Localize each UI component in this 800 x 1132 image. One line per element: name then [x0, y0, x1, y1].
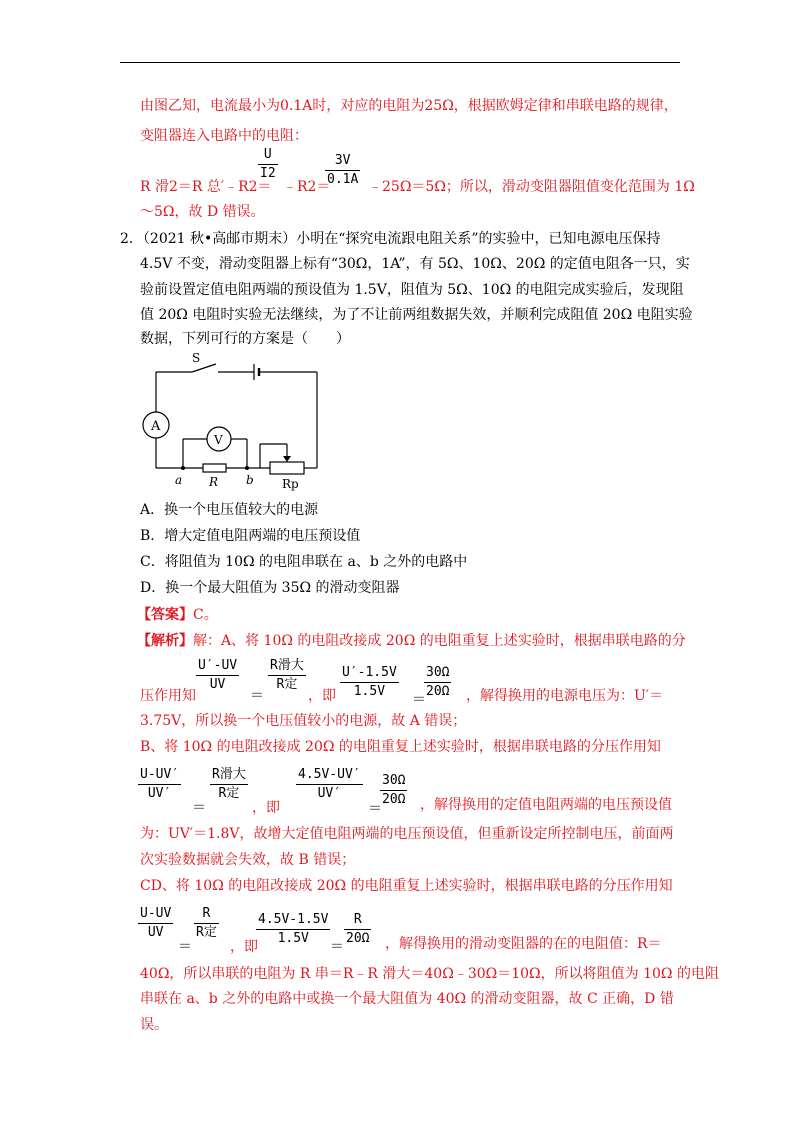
top-line-4: ～5Ω，故 D 错误。 — [140, 204, 265, 220]
top-line-3-c: ﹣25Ω＝5Ω；所以，滑动变阻器阻值变化范围为 1Ω — [368, 179, 695, 195]
analysis-line-3: 3.75V，所以换一个电压值较小的电源，故 A 错误； — [140, 713, 467, 729]
analysis-line-9-eq2: ＝ — [330, 939, 344, 955]
analysis-line-2-eq2: ＝ — [412, 692, 426, 708]
analysis-line-4: B、将 10Ω 的电阻改接成 20Ω 的电阻重复上述实验时，根据串联电路的分压作用知 — [140, 739, 661, 755]
analysis-line-10: 40Ω，所以串联的电阻为 R 串＝R﹣R 滑大＝40Ω﹣30Ω＝10Ω，所以将阻值为 10Ω 的电阻 — [140, 966, 719, 982]
analysis-line-1: 【解析】解：A、将 10Ω 的电阻改接成 20Ω 的电阻重复上述实验时，根据串联电路的分 — [137, 633, 686, 649]
fraction-a-3: U′-1.5V 1.5V — [342, 665, 397, 699]
fraction-b-3: 4.5V-UV′ UV′ — [298, 767, 361, 801]
fraction-c-2: R R定 — [196, 906, 217, 940]
fraction-a-1: U′-UV UV — [198, 658, 238, 692]
fraction-b-4: 30Ω 20Ω — [382, 773, 406, 807]
fraction-b-1: U-UV′ UV′ — [140, 767, 180, 801]
question-line-4: 值 20Ω 电阻时实验无法继续，为了不让前两组数据失效，并顺利完成阻值 20Ω 电阻实验 — [140, 307, 693, 323]
option-a: A．换一个电压值较大的电源 — [140, 502, 319, 518]
top-line-1: 由图乙知，电流最小为0.1A时，对应的电阻为25Ω，根据欧姆定律和串联电路的规律， — [140, 98, 678, 114]
top-line-3-b: ﹣R2＝ — [283, 179, 331, 195]
analysis-line-9-c: ，解得换用的滑动变阻器的在的电阻值：R＝ — [385, 936, 662, 952]
slider-arrow-icon — [283, 456, 291, 462]
question-line-3: 验前设置定值电阻两端的预设值为 1.5V，阻值为 5Ω、10Ω 的电阻完成实验后，发现阻 — [140, 282, 684, 298]
question-line-5: 数据，下列可行的方案是（ ） — [140, 331, 350, 347]
ammeter-label: A — [151, 419, 161, 434]
analysis-line-2-b: ，即 — [308, 688, 336, 704]
analysis-line-9-b: ，即 — [230, 939, 258, 955]
analysis-line-5-eq: ＝ — [192, 800, 206, 816]
rheostat-label: Rp — [282, 477, 299, 491]
fraction-a-2: R滑大 R定 — [270, 658, 304, 692]
top-line-3-a: R 滑2＝R 总′﹣R2＝ — [140, 179, 272, 195]
analysis-line-5-c: ，解得换用的定值电阻两端的电压预设值 — [420, 797, 672, 813]
resistor-label: R — [209, 475, 219, 489]
switch-label: S — [192, 352, 201, 365]
option-d: D．换一个最大阻值为 35Ω 的滑动变阻器 — [140, 580, 400, 596]
analysis-line-9-eq: ＝ — [178, 939, 192, 955]
fraction-3v-over-0.1a: 3V 0.1A — [327, 153, 359, 187]
analysis-line-2-eq: ＝ — [250, 688, 264, 704]
analysis-line-7: 次实验数据就会失效，故 B 错误； — [140, 852, 356, 868]
node-a-label: a — [175, 473, 183, 487]
analysis-line-12: 误。 — [140, 1017, 168, 1033]
option-c: C．将阻值为 10Ω 的电阻串联在 a、b 之外的电路中 — [140, 554, 468, 570]
question-line-2: 4.5V 不变，滑动变阻器上标有“30Ω，1A”，有 5Ω、10Ω、20Ω 的定值电阻各一只，实 — [140, 256, 690, 272]
fraction-c-1: U-UV UV — [140, 906, 172, 940]
answer-tag: 【答案】 — [137, 607, 193, 623]
option-b: B．增大定值电阻两端的电压预设值 — [140, 528, 361, 544]
analysis-line-2-a: 压作用知 — [140, 688, 196, 704]
analysis-line-6: 为：UV′＝1.8V，故增大定值电阻两端的电压预设值，但重新设定所控制电压，前面两 — [140, 826, 674, 842]
analysis-line-2-c: ，解得换用的电源电压为：U′＝ — [466, 688, 663, 704]
circuit-diagram — [130, 352, 330, 492]
analysis-line-8: CD、将 10Ω 的电阻改接成 20Ω 的电阻重复上述实验时，根据串联电路的分压作用知 — [140, 878, 673, 894]
fraction-a-4: 30Ω 20Ω — [426, 665, 450, 699]
fraction-b-2: R滑大 R定 — [212, 767, 246, 801]
analysis-line-11: 串联在 a、b 之外的电路中或换一个最大阻值为 40Ω 的滑动变阻器，故 C 正确，D 错 — [140, 991, 674, 1007]
top-line-2: 变阻器连入电路中的电阻： — [140, 128, 308, 144]
node-b-label: b — [246, 473, 254, 487]
analysis-tag: 【解析】 — [137, 633, 193, 649]
question-line-1: 2．（2021 秋•高邮市期末）小明在“探究电流跟电阻关系”的实验中，已知电源电压保持 — [120, 231, 661, 247]
answer-value: C。 — [193, 607, 218, 623]
voltmeter-label: V — [214, 433, 223, 447]
analysis-line-5-b: ，即 — [252, 800, 280, 816]
answer-line — [137, 606, 218, 624]
fraction-c-4: R 20Ω — [346, 912, 370, 946]
header-rule — [120, 62, 680, 63]
analysis-line-5-eq2: ＝ — [368, 801, 382, 817]
fraction-u-over-i2: U I2 — [260, 147, 276, 181]
fraction-c-3: 4.5V-1.5V 1.5V — [258, 912, 329, 946]
